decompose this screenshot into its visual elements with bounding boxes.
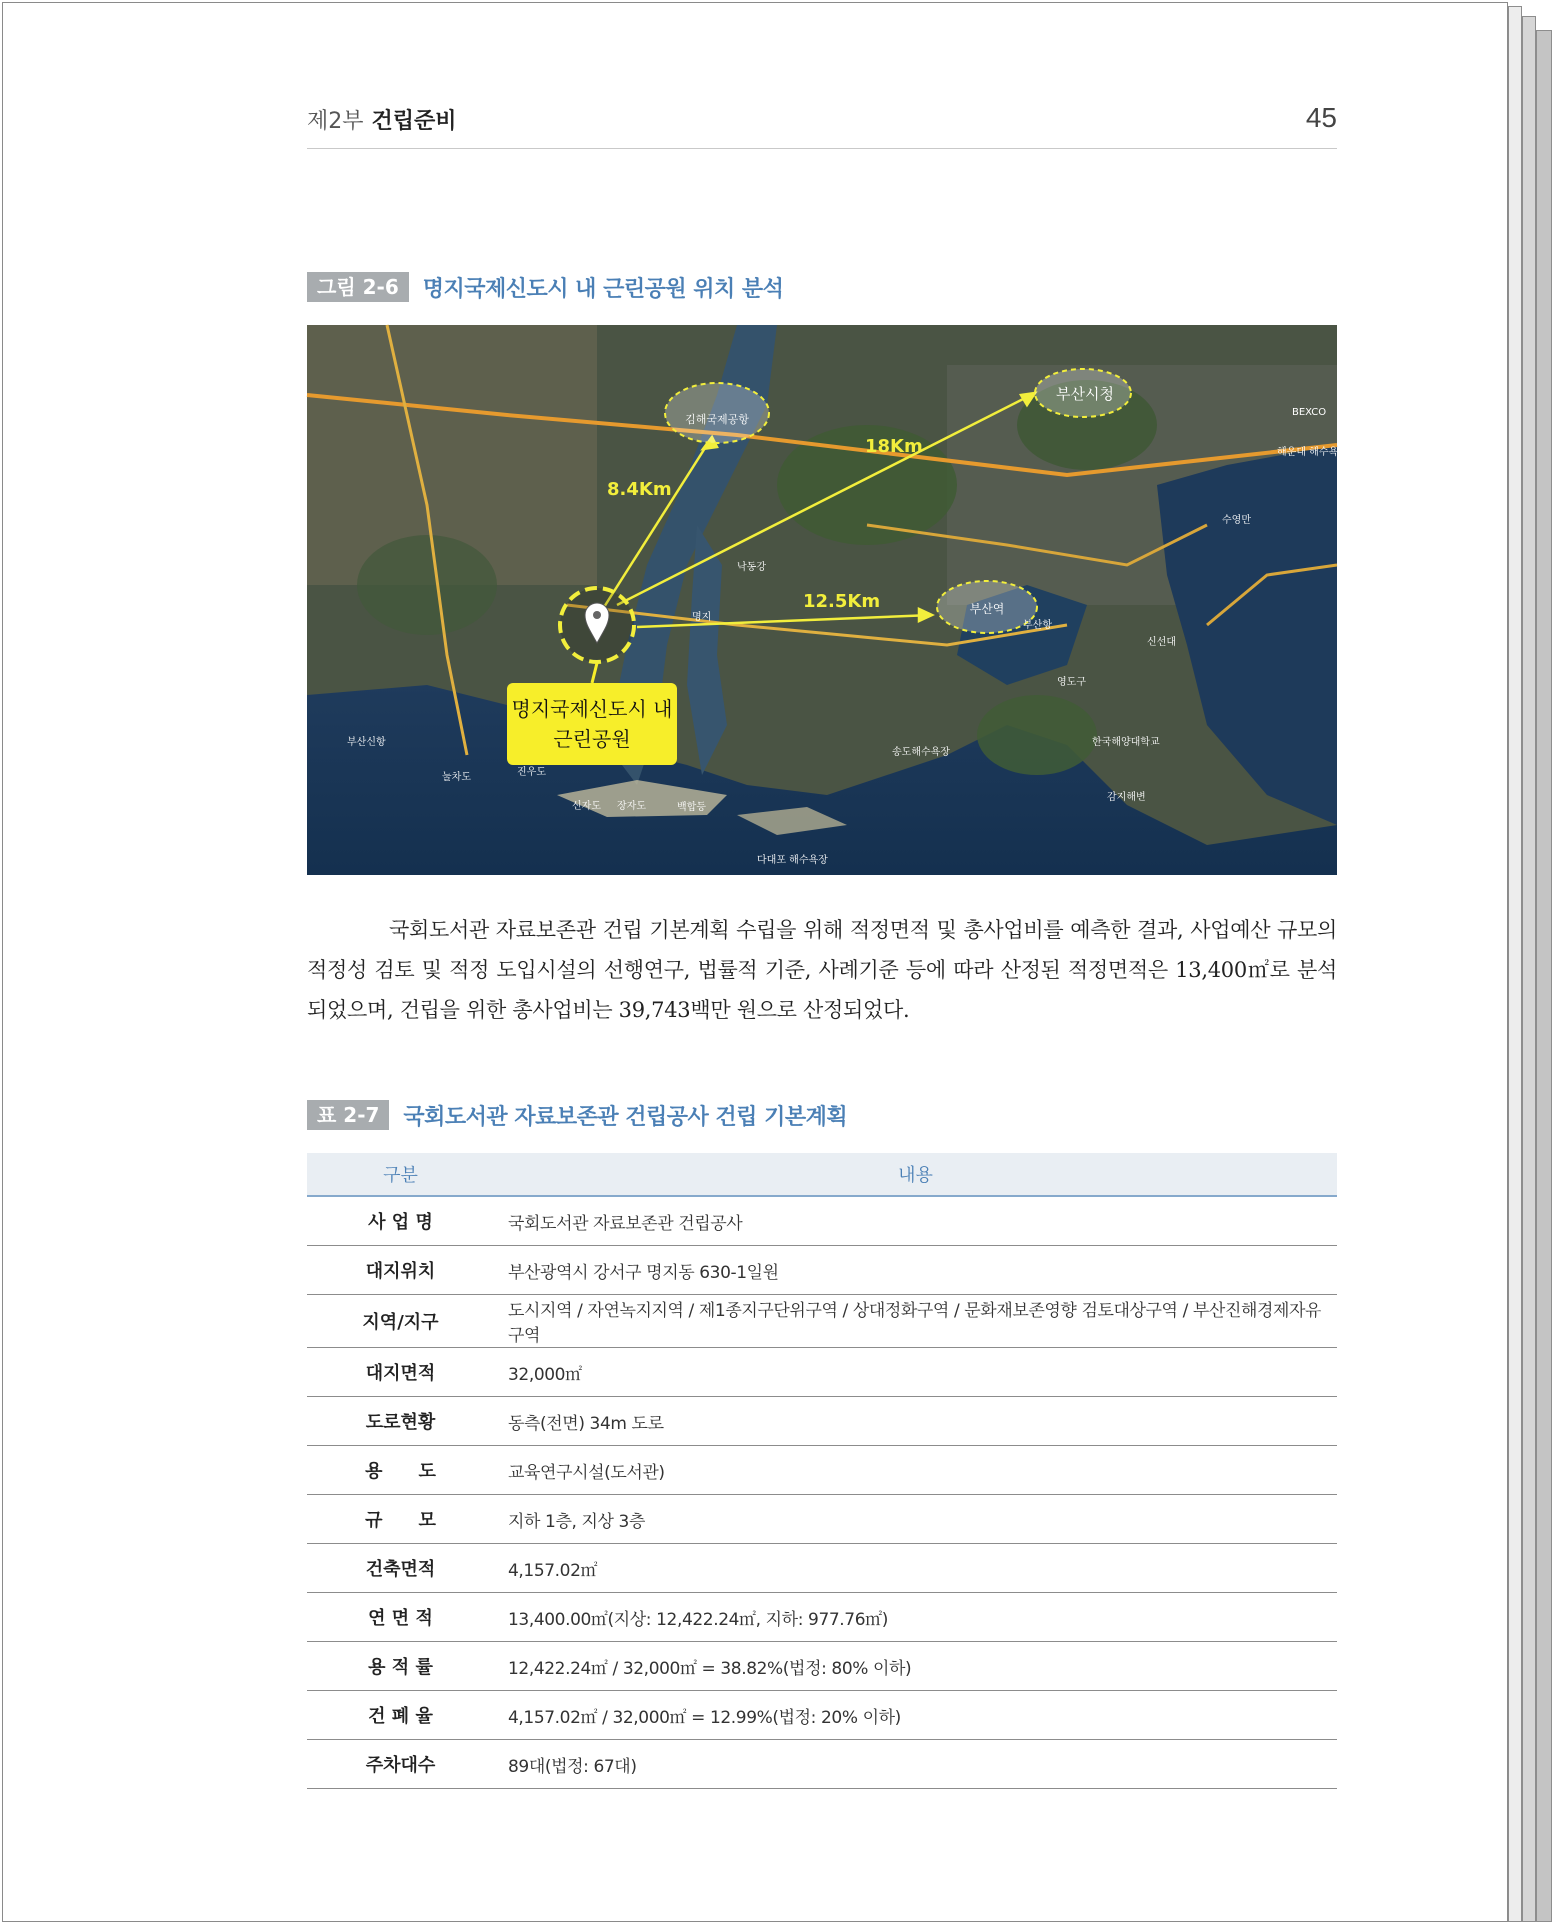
- row-value: 도시지역 / 자연녹지지역 / 제1종지구단위구역 / 상대정화구역 / 문화재보존영향 검토대상구역 / 부산진해경제자유구역: [494, 1295, 1337, 1348]
- row-value: 동측(전면) 34m 도로: [494, 1397, 1337, 1446]
- row-value: 4,157.02㎡: [494, 1544, 1337, 1593]
- place-label: 영도구: [1057, 677, 1086, 688]
- plan-table: [307, 1153, 1337, 1789]
- place-label: 진우도: [517, 767, 546, 778]
- place-label: 해운대 해수욕장: [1277, 447, 1348, 458]
- row-value: 지하 1층, 지상 3층: [494, 1495, 1337, 1544]
- label-airport: 김해국제공항: [685, 413, 749, 426]
- place-label: 명지: [692, 612, 712, 623]
- table-title: 국회도서관 자료보존관 건립공사 건립 기본계획: [403, 1104, 848, 1130]
- part-label: 제2부: [307, 109, 364, 134]
- row-key: 도로현황: [307, 1397, 494, 1446]
- part-heading: [307, 104, 457, 135]
- callout-line2: 근린공원: [553, 727, 631, 751]
- label-station: 부산역: [969, 602, 1005, 616]
- book-edge: [1508, 6, 1522, 1922]
- callout-line1: 명지국제신도시 내: [511, 697, 673, 721]
- row-key: 용 도: [307, 1446, 494, 1495]
- body-paragraph: 국회도서관 자료보존관 건립 기본계획 수립을 위해 적정면적 및 총사업비를 예측한 결과, 사업예산 규모의 적정성 검토 및 적정 도입시설의 선행연구, 법률적 기준, 사례기준 등에 따라 산정된 적정면적은 13,400㎡로 분석되었으며, 건립을 위한 총사업비는 39,743백만 원으로 산정되었다.: [307, 918, 1337, 1022]
- place-label: 신선대: [1147, 637, 1176, 648]
- place-label: 부산신항: [347, 737, 386, 748]
- table-header-row: [307, 1153, 1337, 1196]
- header-category: 구분: [307, 1153, 494, 1196]
- figure-tag: 그림 2-6: [307, 272, 409, 302]
- book-edge: [1536, 30, 1552, 1922]
- row-key: 지역/지구: [307, 1295, 494, 1348]
- header-content: 내용: [494, 1153, 1337, 1196]
- row-key: 주차대수: [307, 1740, 494, 1789]
- place-label: BEXCO: [1292, 407, 1327, 418]
- place-label: 낙동강: [737, 562, 766, 573]
- label-city-hall: 부산시청: [1056, 385, 1114, 403]
- row-key: 용 적 률: [307, 1642, 494, 1691]
- table-caption: [307, 1100, 847, 1130]
- row-value: 13,400.00㎡(지상: 12,422.24㎡, 지하: 977.76㎡): [494, 1593, 1337, 1642]
- mountain: [977, 695, 1097, 775]
- row-value: 교육연구시설(도서관): [494, 1446, 1337, 1495]
- mountain: [357, 535, 497, 635]
- row-key: 규 모: [307, 1495, 494, 1544]
- distance-label-city-hall: 18Km: [865, 436, 923, 457]
- place-label: 백합등: [677, 802, 706, 813]
- distance-label-airport: 8.4Km: [607, 479, 672, 500]
- distance-label-station: 12.5Km: [803, 591, 881, 612]
- table-row: [307, 1196, 1337, 1246]
- table-row: [307, 1593, 1337, 1642]
- row-value: 12,422.24㎡ / 32,000㎡ = 38.82%(법정: 80% 이하): [494, 1642, 1337, 1691]
- table-row: [307, 1691, 1337, 1740]
- row-key: 사 업 명: [307, 1196, 494, 1246]
- place-label: 눌차도: [442, 772, 471, 783]
- table-row: [307, 1348, 1337, 1397]
- place-label: 송도해수욕장: [892, 747, 950, 758]
- running-header: [307, 100, 1337, 149]
- row-value: 89대(법정: 67대): [494, 1740, 1337, 1789]
- page-number: 45: [1305, 102, 1337, 133]
- table-tag: 표 2-7: [307, 1100, 389, 1130]
- row-key: 건 폐 율: [307, 1691, 494, 1740]
- map-graphic: [307, 325, 1348, 875]
- row-value: 부산광역시 강서구 명지동 630-1일원: [494, 1246, 1337, 1295]
- row-key: 대지면적: [307, 1348, 494, 1397]
- table-row: [307, 1446, 1337, 1495]
- place-label: 장자도: [617, 801, 646, 812]
- row-key: 대지위치: [307, 1246, 494, 1295]
- place-label: 다대포 해수욕장: [757, 855, 828, 866]
- place-label: 감지해변: [1107, 792, 1146, 803]
- figure-title: 명지국제신도시 내 근린공원 위치 분석: [422, 276, 784, 302]
- part-title: 건립준비: [371, 109, 457, 134]
- place-label: 신자도: [572, 801, 601, 812]
- table-row: [307, 1495, 1337, 1544]
- row-key: 건축면적: [307, 1544, 494, 1593]
- table-row: [307, 1295, 1337, 1348]
- place-label: 한국해양대학교: [1092, 737, 1160, 748]
- row-value: 국회도서관 자료보존관 건립공사: [494, 1196, 1337, 1246]
- row-key: 연 면 적: [307, 1593, 494, 1642]
- pin-dot: [593, 611, 601, 619]
- row-value: 4,157.02㎡ / 32,000㎡ = 12.99%(법정: 20% 이하): [494, 1691, 1337, 1740]
- book-edge: [1522, 16, 1536, 1922]
- table-row: [307, 1246, 1337, 1295]
- place-label: 수영만: [1222, 515, 1251, 526]
- table-row: [307, 1397, 1337, 1446]
- location-map: [307, 325, 1348, 875]
- row-value: 32,000㎡: [494, 1348, 1337, 1397]
- table-row: [307, 1642, 1337, 1691]
- table-row: [307, 1740, 1337, 1789]
- table-row: [307, 1544, 1337, 1593]
- site-callout: [507, 683, 677, 765]
- place-label: 부산항: [1023, 620, 1052, 631]
- figure-caption: [307, 272, 783, 302]
